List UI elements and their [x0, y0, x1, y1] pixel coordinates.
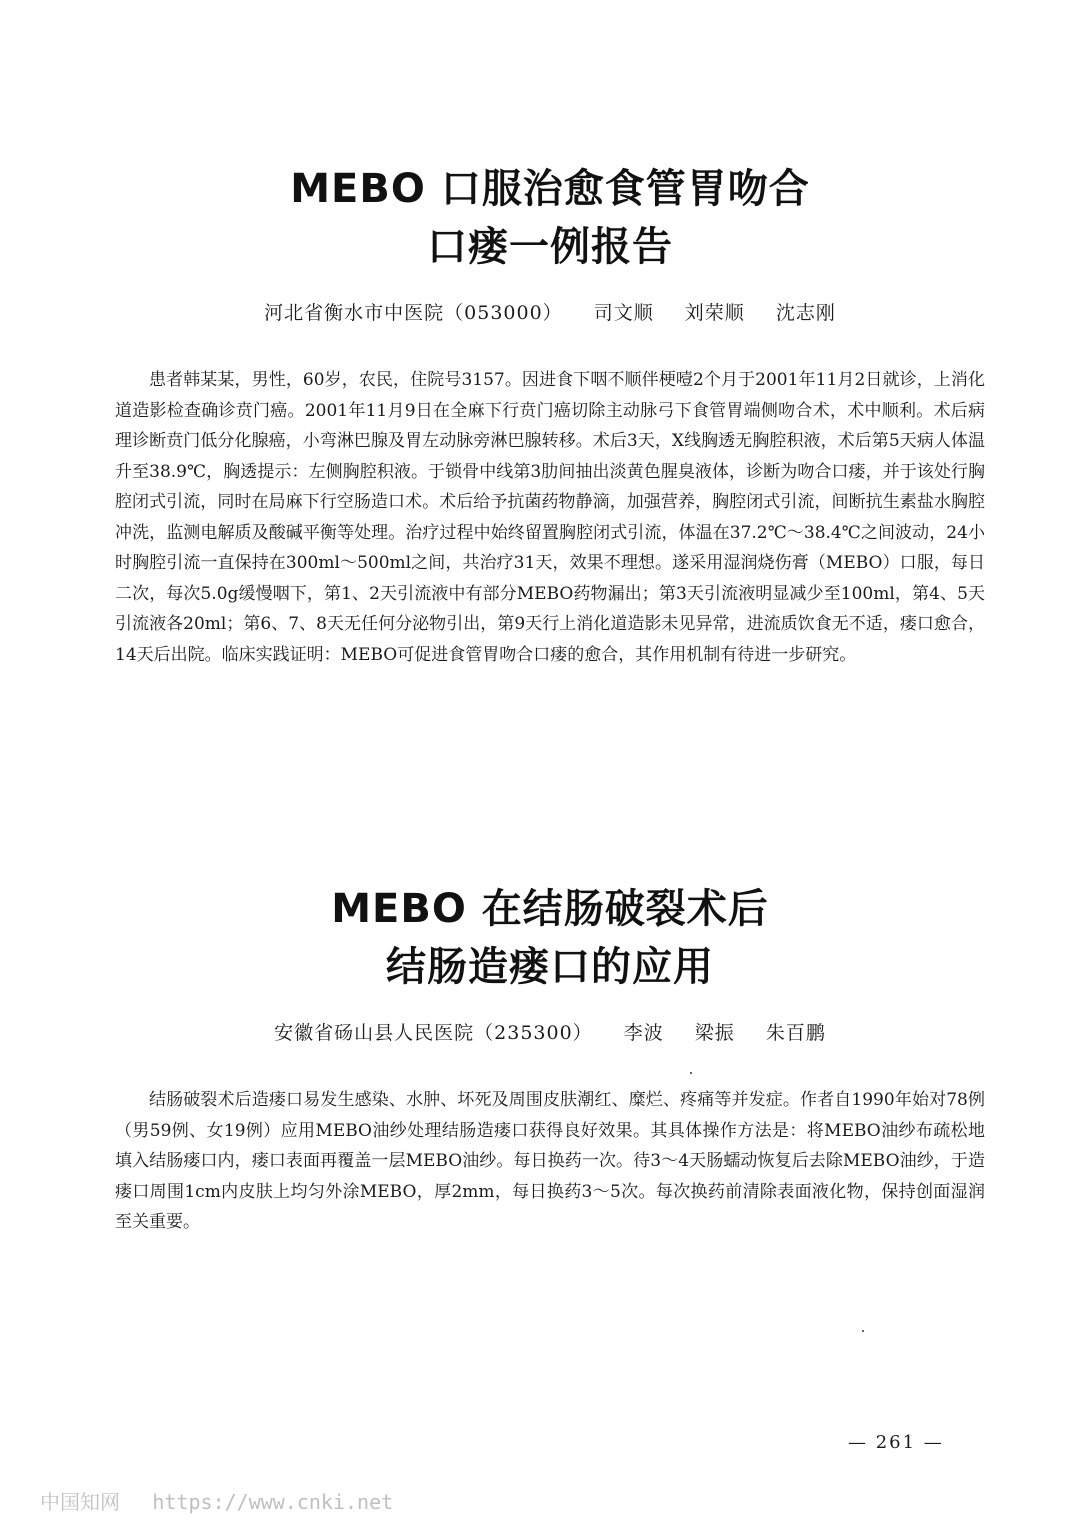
- author: 刘荣顺: [684, 302, 745, 324]
- cnki-logo-text: 中国知网: [40, 1490, 120, 1514]
- scan-speck: [862, 1330, 864, 1332]
- author: 司文顺: [593, 302, 654, 324]
- title-line: 结肠造瘘口的应用: [386, 944, 714, 990]
- article-title: [115, 880, 985, 996]
- cnki-watermark: [40, 1486, 393, 1515]
- title-line: MEBO 在结肠破裂术后: [331, 886, 769, 932]
- article-mebo-colostomy: [115, 880, 985, 1238]
- article-title: [115, 160, 985, 276]
- page-number: — 261 —: [848, 1432, 944, 1453]
- author: 梁振: [694, 1022, 735, 1044]
- author: 李波: [623, 1022, 664, 1044]
- scan-speck: [690, 1072, 692, 1074]
- title-line: 口瘘一例报告: [427, 224, 673, 270]
- article-body: 结肠破裂术后造瘘口易发生感染、水肿、坏死及周围皮肤潮红、糜烂、疼痛等并发症。作者自1990年始对78例（男59例、女19例）应用MEBO油纱处理结肠造瘘口获得良好效果。其具体操作方法是：将MEBO油纱布疏松地填入结肠瘘口内，瘘口表面再覆盖一层MEBO油纱。每日换药一次。待3～4天肠蠕动恢复后去除MEBO油纱，于造瘘口周围1cm内皮肤上均匀外涂MEBO，厚2mm，每日换药3～5次。每次换药前清除表面液化物，保持创面湿润至关重要。: [115, 1090, 985, 1232]
- affiliation: 河北省衡水市中医院（053000）: [264, 302, 563, 324]
- byline: [115, 298, 985, 325]
- title-line: MEBO 口服治愈食管胃吻合: [290, 166, 810, 212]
- affiliation: 安徽省砀山县人民医院（235300）: [274, 1022, 593, 1044]
- author: 朱百鹏: [765, 1022, 826, 1044]
- article-body: 患者韩某某，男性，60岁，农民，住院号3157。因进食下咽不顺伴梗噎2个月于2001年11月2日就诊，上消化道造影检查确诊贲门癌。2001年11月9日在全麻下行贲门癌切除主动脉弓下食管胃端侧吻合术，术中顺利。术后病理诊断贲门低分化腺癌，小弯淋巴腺及胃左动脉旁淋巴腺转移。术后3天，X线胸透无胸腔积液，术后第5天病人体温升至38.9℃，胸透提示：左侧胸腔积液。于锁骨中线第3肋间抽出淡黄色腥臭液体，诊断为吻合口瘘，并于该处行胸腔闭式引流，同时在局麻下行空肠造口术。术后给予抗菌药物静滴，加强营养，胸腔闭式引流，间断抗生素盐水胸腔冲洗，监测电解质及酸碱平衡等处理。治疗过程中始终留置胸腔闭式引流，体温在37.2℃～38.4℃之间波动，24小时胸腔引流一直保持在300ml～500ml之间，共治疗31天，效果不理想。遂采用湿润烧伤膏（MEBO）口服，每日二次，每次5.0g缓慢咽下，第1、2天引流液中有部分MEBO药物漏出；第3天引流液明显减少至100ml，第4、5天引流液各20ml；第6、7、8天无任何分泌物引出，第9天行上消化道造影未见异常，进流质饮食无不适，瘘口愈合，14天后出院。临床实践证明：MEBO可促进食管胃吻合口瘘的愈合，其作用机制有待进一步研究。: [115, 370, 985, 665]
- cnki-url-link[interactable]: https://www.cnki.net: [152, 1490, 394, 1514]
- author: 沈志刚: [775, 302, 836, 324]
- article-mebo-esophagogastric-fistula: [115, 160, 985, 670]
- byline: [115, 1018, 985, 1045]
